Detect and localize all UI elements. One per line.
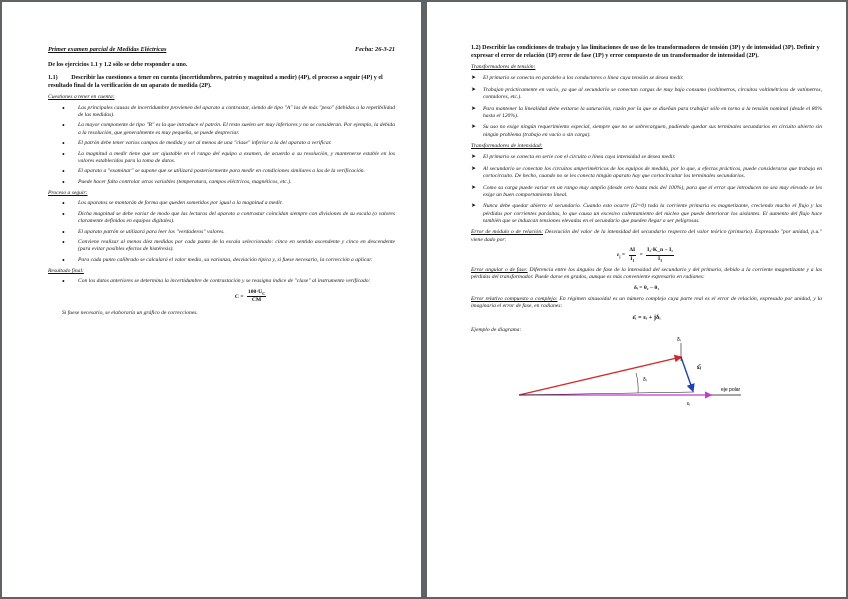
question-number: 1.1) bbox=[48, 75, 58, 82]
list-item: ➤ Como su carga puede variar en un rango muy amplio (desde cero hasta más del 100%), para que el error que introducen no sea muy elevado se les exige un buen comportamiento lineal. bbox=[471, 185, 822, 200]
list-item: ➤ El primario se conecta en paralelo a los conductores o línea cuya tensión se desea medir. bbox=[471, 75, 822, 82]
eps-label: εᵢ bbox=[687, 400, 691, 407]
formula-den: I bbox=[657, 255, 661, 262]
section-title: Resultado final: bbox=[48, 268, 84, 275]
section-list bbox=[48, 278, 395, 285]
list-item: • Con los datos anteriores se determina la incertidumbre de contrastación y se reasigna índice de "clase" al instrumento verificado: bbox=[48, 278, 395, 285]
list-item: • Puede hacer falta controlar otras variables (temperatura, campos eléctricos, magnéticos, etc.). bbox=[48, 179, 395, 186]
list-item: • El aparato patrón se utilizará para leer los "verdaderos" valores. bbox=[48, 229, 395, 236]
list-item: • Dicha magnitud se debe variar de modo que las lecturas del aparato a contrastar coincidan siempre con divisiones de su escala (o valores claramente definidos en equipos digitales). bbox=[48, 211, 395, 226]
formula-num: 100·U bbox=[247, 288, 263, 295]
delta-label: δᵢ bbox=[643, 376, 647, 383]
list-item: ➤ Trabajan prácticamente en vacío, ya que al secundario se conectan cargas de muy bajo consumo (voltímetros, circuitos voltimétricos de vatímetros, contadores, etc.). bbox=[471, 87, 822, 102]
section-title: Transformadores de tensión: bbox=[471, 64, 536, 71]
question-text: Describir las cuestiones a tener en cuenta (incertidumbres, patrón y magnitud a medir) (4P), el proceso a seguir (4P) y el resultado final de la verificación de un aparato de medida (2P). bbox=[48, 75, 383, 90]
formula-den: CM bbox=[251, 297, 262, 304]
ratio-error-paragraph bbox=[471, 229, 822, 244]
formula-fraction bbox=[646, 247, 674, 263]
formula-den-sub: 1 bbox=[632, 257, 635, 263]
list-item: ➤ Al secundario se conectan los circuitos amperimétricos de los equipos de medida, por lo que, a efectos prácticos, puede considerarse que trabaja en cortocircuito. De hecho, cuando no se les conecta ningún aparato hay que cortocircuitar los terminales secundarios. bbox=[471, 166, 822, 181]
error-vector bbox=[681, 357, 693, 391]
composite-error-text: En régimen sinusoidal es un número complejo cuya parte real es el error de relación, expresado por unidad, y la imaginaria el error de fase, en radianes: bbox=[471, 296, 822, 310]
section-list bbox=[471, 75, 822, 139]
formula-lhs: ε bbox=[617, 252, 620, 259]
exam-date: Fecha: 26-3-21 bbox=[354, 46, 395, 53]
list-item: • Los aparatos se montarán de forma que queden sometidos por igual a la magnitud a medir. bbox=[48, 200, 395, 207]
primary-vector bbox=[519, 357, 681, 395]
closing-note: Si fuese necesario, se elaboraría un gráfico de correcciones. bbox=[62, 309, 198, 316]
formula-num: I₂·K_n − I₁ bbox=[646, 247, 674, 255]
list-item: ➤ Nunca debe quedar abierto el secundario. Cuando esto ocurre (I2=0) toda la corriente primaria es magnetizante, creciendo mucho el flujo y las pérdidas por corrientes parásitas, lo que causa un excesivo calentamiento del núcleo que puede deteriorar los aislantes. El aumento del flujo hace también que se induzcan tensiones elevadas en el secundario que pueden llegar a ser peligrosas. bbox=[471, 203, 822, 225]
delta-arc bbox=[636, 373, 638, 393]
instruction: De los ejercicios 1.1 y 1.2 sólo se debe responder a uno. bbox=[48, 62, 188, 69]
section-list bbox=[471, 154, 822, 225]
list-item: • Para cada punto calibrado se calculará el valor medio, su varianza, desviación típica y, si fuese necesario, la corrección a aplicar. bbox=[48, 257, 395, 264]
diagram-title: Ejemplo de diagrama: bbox=[471, 327, 522, 334]
section-title: Transformadores de intensidad: bbox=[471, 143, 543, 150]
ratio-error-formula: $\varepsilon_i$ = $\frac{\Delta I}{I_1}$ = $\frac{\text{I₂·K\_n − I₁}}{I_1}$ bbox=[617, 247, 673, 263]
phase-error-paragraph bbox=[471, 267, 822, 282]
formula-fraction bbox=[247, 289, 266, 305]
section-list bbox=[48, 105, 395, 186]
page-right bbox=[427, 2, 846, 597]
formula-den-sub: 1 bbox=[660, 257, 663, 263]
composite-error-formula: ε̄ᵢ = εᵢ + jδᵢ bbox=[632, 313, 661, 321]
phase-error-formula: δᵢ = θ₂ − θ₁ bbox=[633, 284, 660, 291]
composite-error-title: Error relativo compuesto o complejo: bbox=[471, 296, 558, 303]
section-title: Proceso a seguir: bbox=[48, 190, 88, 197]
list-item: ➤ Su uso no exige ningún requerimiento especial, siempre que no se sobrecarguen, pudiendo quedar sus terminales secundarios en circuito abierto sin ningún problema (trabajo en vacío o sin carga). bbox=[471, 124, 822, 139]
class-formula bbox=[108, 289, 395, 305]
list-item: ➤ El primario se conecta en serie con el circuito o línea cuya intensidad se desea medir. bbox=[471, 154, 822, 161]
formula-den: I bbox=[630, 255, 633, 262]
phase-error-text: Diferencia entre los ángulos de fase de la intensidad del secundario y del primario, debido a la corriente magnetizante y a las pérdidas del transformador. Puede darse en grados, aunque es más conveniente expresarlo en radianes: bbox=[471, 266, 823, 281]
section-list bbox=[48, 200, 395, 264]
polar-axis-label: eje polar bbox=[721, 386, 741, 393]
composite-label: ε̄ᵢ bbox=[697, 364, 701, 371]
page-left bbox=[2, 2, 421, 597]
list-item: • La mayor componente de tipo "B" es la que introduce el patrón. El resto suelen ser muy inferiores y no se consideran. Por ejemplo, la debida a la resolución, que generalmente es muy pequeña, se puede despreciar. bbox=[48, 122, 395, 137]
formula-lhs-sub: i bbox=[619, 254, 621, 260]
list-item: • Las principales causas de incertidumbre provienen del aparato a contrastar, siendo de tipo "A" las de más "peso" (debidas a la repetibilidad de las medidas). bbox=[48, 105, 395, 120]
exam-title: Primer examen parcial de Medidas Eléctricas bbox=[48, 46, 167, 53]
ratio-error-title: Error de módulo o de relación: bbox=[471, 229, 544, 236]
phasor-diagram bbox=[471, 337, 771, 411]
formula-num-sub: C bbox=[262, 290, 266, 296]
formula-fraction bbox=[629, 247, 637, 263]
phase-error-title: Error angular o de fase: bbox=[471, 266, 528, 273]
list-item: • La magnitud a medir tiene que ser ajustable en el rango del equipo a examen, de acuerdo a su resolución, y mantenerse estable en los valores establecidos para la toma de datos. bbox=[48, 151, 395, 166]
list-item: • Conviene realizar al menos diez medidas por cada punto de la escala seleccionado: cinco en sentido ascendente y cinco en descendente (para evitar posibles efectos de histéresis). bbox=[48, 239, 395, 254]
ratio-error-text: Desviación del valor de la intensidad del secundario respecto del valor teórico (primario). Expresado "por unidad, p.u." viene dado por: bbox=[471, 229, 822, 243]
list-item: • El patrón debe tener varios campos de medida y ser al menos de una "clase" inferior a la del aparato a verificar. bbox=[48, 140, 395, 147]
list-item: • El aparato a "examinar" se supone que se utilizará posteriormente para medir en condiciones similares a las de la verificación. bbox=[48, 168, 395, 175]
list-item: ➤ Para mantener la linealidad debe evitarse la saturación, razón por la que se diseñan para trabajar sólo en torno a la tensión nominal (desde el 80% hasta el 120%). bbox=[471, 106, 822, 121]
question-1-1 bbox=[48, 74, 395, 90]
section-title: Cuestiones a tener en cuenta: bbox=[48, 94, 115, 101]
question-1-2: 1.2) Describir las condiciones de trabajo y las limitaciones de uso de los transformadores de tensión (3P) y de intensidad (3P). Definir y expresar el error de relación (1P) error de fase (1P) y error compuesto de un transformador de intensidad (2P). bbox=[471, 45, 820, 60]
formula-num: ΔI bbox=[629, 247, 637, 255]
formula-lhs: C = bbox=[234, 293, 244, 300]
exam-header bbox=[48, 46, 395, 54]
top-label: δᵢ bbox=[677, 336, 681, 343]
composite-error-paragraph bbox=[471, 296, 822, 311]
